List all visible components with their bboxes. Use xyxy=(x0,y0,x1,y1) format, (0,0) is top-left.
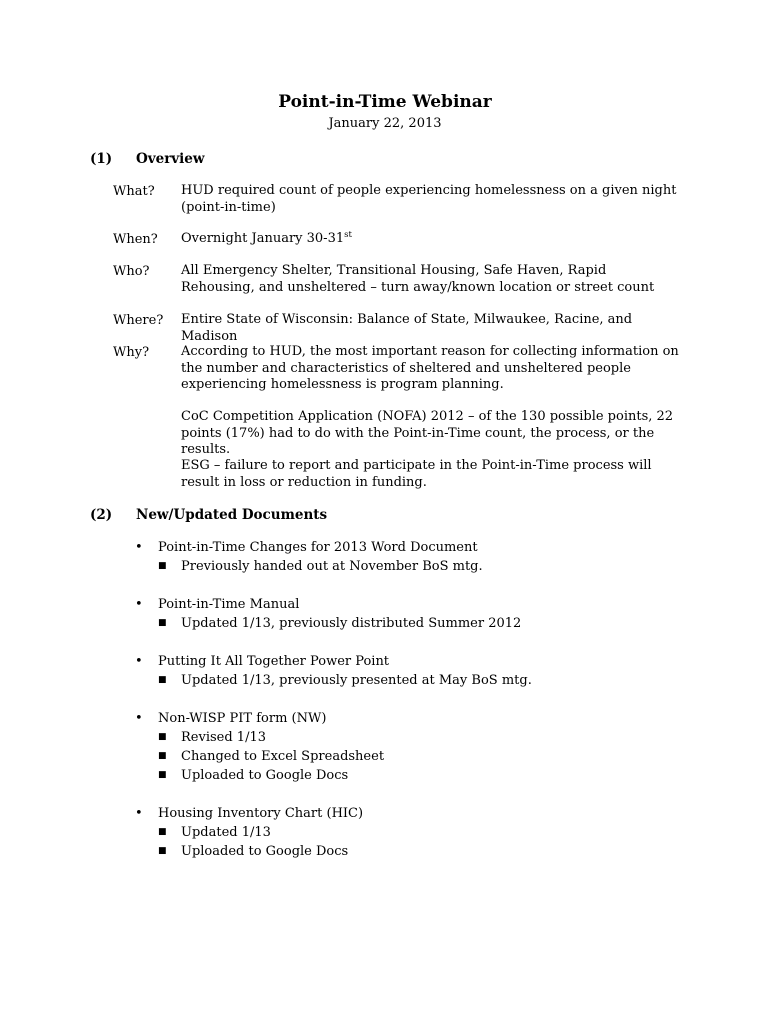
list-item: Housing Inventory Chart (HIC) xyxy=(158,806,364,821)
sub-list-item: Updated 1/13, previously presented at May BoS mtg. xyxy=(181,673,532,688)
row-text-what: HUD required count of people experiencing homelessness on a given night (point-in-time) xyxy=(181,183,677,215)
document-title: Point-in-Time Webinar xyxy=(278,92,492,112)
section-number: (2) xyxy=(90,507,113,523)
document-date: January 22, 2013 xyxy=(328,116,442,131)
sub-list-item: Previously handed out at November BoS mtg. xyxy=(181,559,483,574)
square-bullet-icon: ■ xyxy=(158,618,167,628)
bullet-icon: • xyxy=(135,597,143,612)
square-bullet-icon: ■ xyxy=(158,561,167,571)
sub-list-item: Revised 1/13 xyxy=(181,730,266,745)
square-bullet-icon: ■ xyxy=(158,675,167,685)
row-label-who: Who? xyxy=(113,264,150,279)
list-item: Putting It All Together Power Point xyxy=(158,654,390,669)
square-bullet-icon: ■ xyxy=(158,827,167,837)
row-label-where: Where? xyxy=(113,313,164,328)
bullet-icon: • xyxy=(135,654,143,669)
sub-list-item: Uploaded to Google Docs xyxy=(181,768,349,783)
row-text-why-planning: According to HUD, the most important reason for collecting information on the number and characteristics of sheltered and unsheltered people experiencing homelessness is program planning. xyxy=(181,344,679,392)
list-item: Point-in-Time Manual xyxy=(158,597,300,612)
row-label-when: When? xyxy=(113,232,158,247)
sub-list-item: Changed to Excel Spreadsheet xyxy=(181,749,385,764)
row-text-where: Entire State of Wisconsin: Balance of State, Milwaukee, Racine, and Madison xyxy=(181,312,633,344)
row-label-what: What? xyxy=(113,184,155,199)
section-number: (1) xyxy=(90,151,113,167)
sub-list-item: Updated 1/13, previously distributed Summer 2012 xyxy=(181,616,522,631)
bullet-icon: • xyxy=(135,711,143,726)
bullet-icon: • xyxy=(135,540,143,555)
square-bullet-icon: ■ xyxy=(158,846,167,856)
row-text-when xyxy=(181,231,681,248)
square-bullet-icon: ■ xyxy=(158,770,167,780)
when-superscript: st xyxy=(344,230,352,240)
sub-list-item: Updated 1/13 xyxy=(181,825,271,840)
square-bullet-icon: ■ xyxy=(158,751,167,761)
list-item: Non-WISP PIT form (NW) xyxy=(158,711,327,726)
list-item: Point-in-Time Changes for 2013 Word Document xyxy=(158,540,478,555)
square-bullet-icon: ■ xyxy=(158,732,167,742)
row-text-who: All Emergency Shelter, Transitional Housing, Safe Haven, Rapid Rehousing, and unsheltered – turn away/known location or street count xyxy=(181,263,655,295)
row-label-why: Why? xyxy=(113,345,150,360)
when-text: Overnight January 30-31 xyxy=(181,231,345,246)
bullet-icon: • xyxy=(135,806,143,821)
row-text-why-esg: ESG – failure to report and participate in the Point-in-Time process will result in loss or reduction in funding. xyxy=(181,458,652,490)
row-text-why-nofa: CoC Competition Application (NOFA) 2012 – of the 130 possible points, 22 points (17%) had to do with the Point-in-Time count, the process, or the results. xyxy=(181,409,674,457)
section-title: New/Updated Documents xyxy=(136,507,328,523)
section-title: Overview xyxy=(136,151,205,167)
sub-list-item: Uploaded to Google Docs xyxy=(181,844,349,859)
